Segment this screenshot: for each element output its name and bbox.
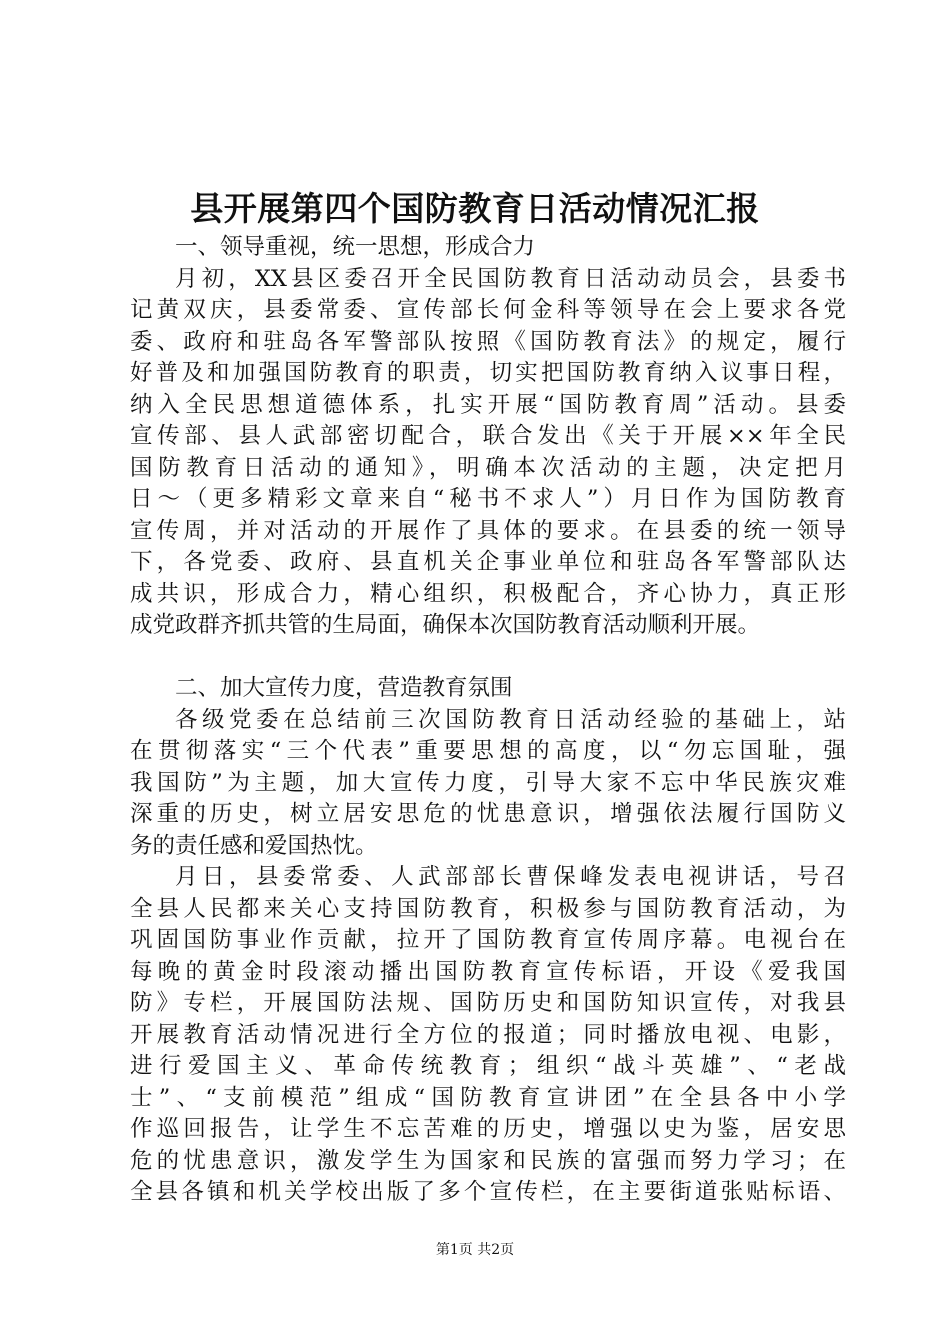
paragraph-line: 纳入全民思想道德体系，扎实开展“国防教育周”活动。县委	[130, 391, 846, 418]
paragraph-line: 月日，县委常委、人武部部长曹保峰发表电视讲话，号召	[175, 864, 846, 890]
paragraph-line: 好普及和加强国防教育的职责，切实把国防教育纳入议事日程，	[130, 360, 846, 386]
paragraph-line: 全县人民都来关心支持国防教育，积极参与国防教育活动，为	[130, 895, 846, 922]
paragraph-line: 我国防”为主题，加大宣传力度，引导大家不忘中华民族灾难	[130, 769, 846, 796]
paragraph-line: 记黄双庆，县委常委、宣传部长何金科等领导在会上要求各党	[130, 297, 846, 323]
paragraph-line: 士”、“支前模范”组成“国防教育宣讲团”在全县各中小学	[130, 1084, 846, 1111]
section-heading-2: 二、加大宣传力度，营造教育氛围	[175, 675, 513, 701]
paragraph-line: 深重的历史，树立居安思危的忧患意识，增强依法履行国防义	[130, 801, 846, 827]
paragraph-gap	[130, 642, 846, 674]
paragraph-line: 全县各镇和机关学校出版了多个宣传栏，在主要街道张贴标语、	[130, 1179, 846, 1205]
paragraph-line: 每晚的黄金时段滚动播出国防教育宣传标语，开设《爱我国	[130, 958, 846, 985]
paragraph-line: 危的忧患意识，激发学生为国家和民族的富强而努力学习；在	[130, 1147, 846, 1174]
paragraph-line: 成共识，形成合力，精心组织，积极配合，齐心协力，真正形	[130, 580, 846, 607]
paragraph-line: 宣传周，并对活动的开展作了具体的要求。在县委的统一领导	[130, 517, 846, 544]
paragraph-line: 在贯彻落实“三个代表”重要思想的高度，以“勿忘国耻，强	[130, 738, 846, 764]
paragraph-line: 开展教育活动情况进行全方位的报道；同时播放电视、电影，	[130, 1021, 846, 1048]
paragraph-line: 作巡回报告，让学生不忘苦难的历史，增强以史为鉴，居安思	[130, 1116, 846, 1142]
paragraph-line: 各级党委在总结前三次国防教育日活动经验的基础上，站	[175, 706, 846, 733]
paragraph-line: 国防教育日活动的通知》，明确本次活动的主题，决定把月	[130, 454, 846, 481]
paragraph-line: 委、政府和驻岛各军警部队按照《国防教育法》的规定，履行	[130, 328, 846, 355]
paragraph-line: 成党政群齐抓共管的生局面，确保本次国防教育活动顺利开展。	[130, 612, 761, 638]
document-body	[130, 232, 846, 1209]
paragraph-line: 月初，XX县区委召开全民国防教育日活动动员会，县委书	[175, 265, 846, 292]
paragraph-line: 务的责任感和爱国热忱。	[130, 832, 378, 859]
page-number: 第1页 共2页	[435, 1242, 515, 1258]
paragraph-line: 巩固国防事业作贡献，拉开了国防教育宣传周序幕。电视台在	[130, 927, 846, 953]
paragraph-line: 防》专栏，开展国防法规、国防历史和国防知识宣传，对我县	[130, 990, 846, 1016]
section-heading-1: 一、领导重视，统一思想，形成合力	[175, 234, 536, 260]
paragraph-line: 下，各党委、政府、县直机关企事业单位和驻岛各军警部队达	[130, 549, 846, 575]
document-title: 县开展第四个国防教育日活动情况汇报	[190, 189, 760, 228]
paragraph-line: 进行爱国主义、革命传统教育；组织“战斗英雄”、“老战	[130, 1053, 846, 1079]
paragraph-line: 日～（更多精彩文章来自“秘书不求人”）月日作为国防教育	[130, 486, 846, 512]
paragraph-line: 宣传部、县人武部密切配合，联合发出《关于开展××年全民	[130, 423, 846, 449]
